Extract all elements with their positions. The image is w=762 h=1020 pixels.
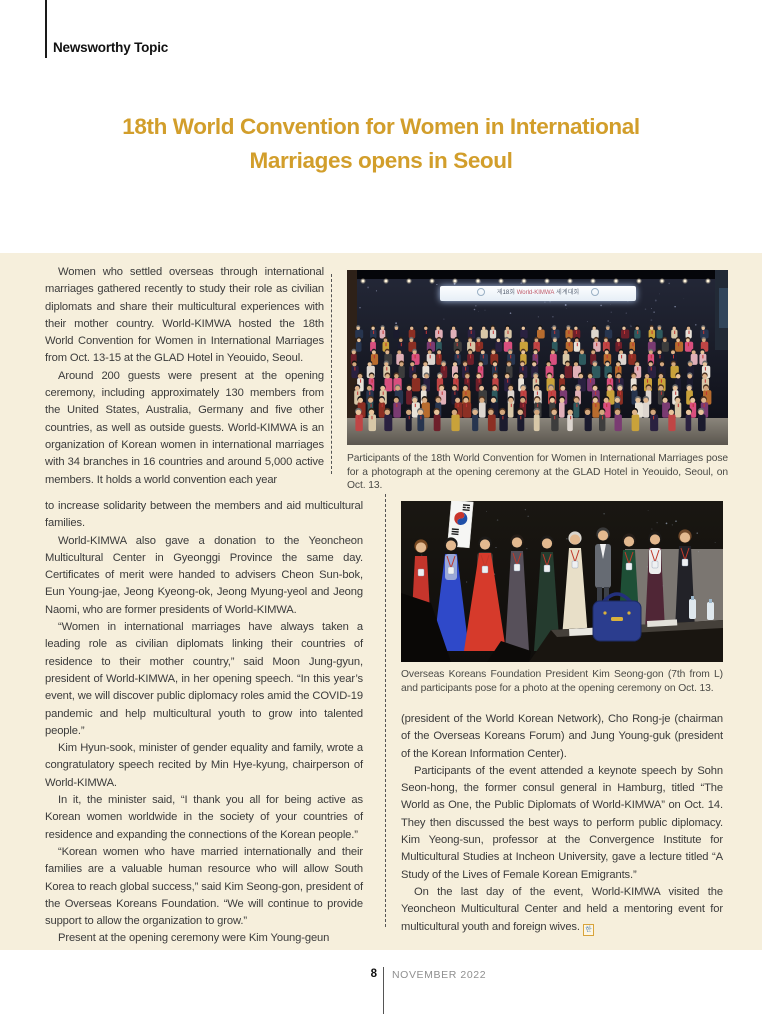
issue-date: NOVEMBER 2022 — [392, 969, 487, 981]
header-rule — [45, 0, 47, 58]
article-column-left-lower — [45, 498, 363, 948]
stage-banner — [440, 286, 636, 301]
column-divider-dashed-bottom — [385, 494, 386, 927]
banner-text-mid: World-KIMWA — [516, 290, 555, 296]
section-label: Newsworthy Topic — [53, 40, 169, 55]
column-divider-dashed-top — [331, 274, 332, 474]
paragraph: Women who settled overseas through international marriages gathered recently to study their role as civilian diplomats and share their multicultural experiences with their mother country. World-KIMWA hosted the 18th World Convention for Women in International Marriages from Oct. 13-15 at the GLAD Hotel in Yeouido, Seoul. — [45, 266, 324, 365]
end-of-article-icon: 한 — [583, 924, 594, 936]
article-title — [0, 110, 762, 178]
photo-opening-ceremony-group — [347, 270, 728, 445]
banner-logo-icon — [477, 288, 485, 296]
paragraph: “Women in international marriages have always taken a leading role as civilian diplomats linking their countries of residence to their mother country,” said Moon Jung-gyun, president of World-KIMWA, in her opening speech. “In this year’s event, we will discover public diplomacy roles amid the COVID-19 pandemic and help multicultural youth to grow into talented people.” — [45, 621, 363, 737]
paragraph: Kim Hyun-sook, minister of gender equality and family, wrote a congratulatory speech recited by Min Hye-kyung, chairperson of World-KIMWA. — [45, 742, 363, 789]
paragraph: to increase solidarity between the members and aid multicultural families. — [45, 500, 363, 530]
paragraph: World-KIMWA also gave a donation to the Yeoncheon Multicultural Center in Gyeonggi Province the same day. Certificates of merit were handed to advisers Cheon Sun-bok, Eun Young-jae, Jeong Kyeong-ok, Jeong Myung-yeol and Jeong Naomi, who are former presidents of World-KIMWA. — [45, 534, 363, 616]
article-column-left-upper — [45, 264, 324, 489]
photo-officials-group — [401, 501, 723, 662]
paragraph: Present at the opening ceremony were Kim Young-geun — [58, 932, 330, 945]
footer-divider — [383, 967, 384, 1014]
banner-text-prefix: 제18회 — [496, 290, 516, 296]
paragraph: Around 200 guests were present at the opening ceremony, including approximately 130 members from the United States, Australia, Germany and five other countries, as well as outside guests. World-KIMWA is an organization of Korean women in international marriages with 34 branches in 16 countries and around 5,000 active members. It holds a world convention each year — [45, 369, 324, 486]
article-title-line2: Marriages opens in Seoul — [249, 148, 513, 173]
photo2-caption: Overseas Koreans Foundation President Kim Seong-gon (7th from L) and participants pose for a photo at the opening ceremony on Oct. 13. — [401, 669, 723, 694]
group-photo-illustration — [401, 501, 723, 662]
paragraph: (president of the World Korean Network), Cho Rong-je (chairman of the Overseas Koreans Forum) and Jung Young-guk (president of the Korean Information Center). — [401, 713, 723, 760]
article-column-right — [401, 711, 723, 936]
article-title-line1: 18th World Convention for Women in International — [122, 114, 640, 139]
paragraph: In it, the minister said, “I thank you all for being active as Korean women worldwide in the society of your countries of residence and expanding the connections of the Korean people.” — [45, 794, 363, 841]
paragraph: Participants of the event attended a keynote speech by Sohn Seon-hong, the former consul general in Hamburg, titled “The World as One, the Public Diplomats of World-KIMWA” on Oct. 14. They then discussed the best ways to perform public diplomacy. Kim Yeong-sun, professor at the Convergence Institute for Multicultural Studies at Incheon University, gave a lecture titled “A Study of the Lives of Female Korean Emigrants.” — [401, 764, 723, 881]
paragraph — [401, 884, 723, 936]
paragraph: “Korean women who have married internationally and their families are a valuable human resource who will allow South Korea to reach global success,” said Kim Seong-gon, president of the Overseas Koreans Foundation. “We will continue to provide support to allow the organization to grow.” — [45, 845, 363, 928]
blue-handbag — [593, 594, 641, 641]
banner-logo-icon — [591, 288, 599, 296]
page-number: 8 — [370, 968, 377, 980]
photo1-caption: Participants of the 18th World Convention for Women in International Marriages pose for a photograph at the opening ceremony at the GLAD Hotel in Yeouido, Seoul, on Oct. 13. — [347, 453, 728, 492]
banner-text-suffix: 세계대회 — [556, 290, 580, 296]
paragraph-text: On the last day of the event, World-KIMWA visited the Yeoncheon Multicultural Center and held a mentoring event for multicultural youth and foreign wives. — [401, 885, 723, 933]
